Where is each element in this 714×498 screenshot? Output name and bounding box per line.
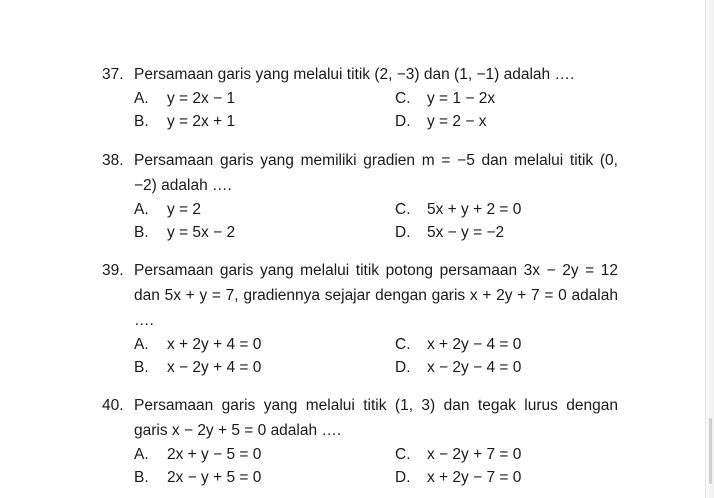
option-letter-b: B. bbox=[134, 113, 149, 130]
question-line bbox=[102, 308, 622, 333]
option-letter-d: D. bbox=[395, 359, 411, 376]
option-a: y = 2x − 1 bbox=[167, 90, 236, 107]
option-d: x + 2y − 7 = 0 bbox=[427, 469, 522, 486]
option-row bbox=[102, 466, 622, 489]
option-row bbox=[102, 356, 622, 379]
option-letter-c: C. bbox=[395, 90, 411, 107]
question-line bbox=[102, 148, 622, 173]
option-a: y = 2 bbox=[167, 201, 202, 218]
option-b: 2x − y + 5 = 0 bbox=[167, 469, 262, 486]
option-d: y = 2 − x bbox=[427, 113, 487, 130]
option-letter-d: D. bbox=[395, 113, 411, 130]
question-text: dan 5x + y = 7, gradiennya sejajar dengan garis x + 2y + 7 = 0 adalah bbox=[134, 287, 618, 304]
option-letter-c: C. bbox=[395, 201, 411, 218]
option-letter-d: D. bbox=[395, 224, 411, 241]
question-line bbox=[102, 393, 622, 418]
question-line bbox=[102, 418, 622, 443]
question-37 bbox=[102, 62, 622, 133]
question-40 bbox=[102, 393, 622, 489]
question-line bbox=[102, 258, 622, 283]
question-line bbox=[102, 62, 622, 87]
question-line bbox=[102, 173, 622, 198]
option-d: x − 2y − 4 = 0 bbox=[427, 359, 522, 376]
question-number: 39. bbox=[102, 262, 124, 279]
option-row bbox=[102, 198, 622, 221]
question-text: …. bbox=[134, 312, 154, 329]
option-letter-b: B. bbox=[134, 359, 149, 376]
option-c: x + 2y − 4 = 0 bbox=[427, 336, 522, 353]
question-text: Persamaan garis yang memiliki gradien m = −5 dan melalui titik (0, bbox=[134, 152, 618, 169]
question-text: Persamaan garis yang melalui titik potong persamaan 3x − 2y = 12 bbox=[134, 262, 618, 279]
option-a: x + 2y + 4 = 0 bbox=[167, 336, 262, 353]
option-letter-a: A. bbox=[134, 90, 149, 107]
question-number: 37. bbox=[102, 66, 124, 83]
option-letter-a: A. bbox=[134, 201, 149, 218]
option-letter-c: C. bbox=[395, 446, 411, 463]
option-letter-a: A. bbox=[134, 446, 149, 463]
question-39 bbox=[102, 258, 622, 379]
question-text: −2) adalah …. bbox=[134, 177, 232, 194]
question-text: Persamaan garis yang melalui titik (2, −3) dan (1, −1) adalah …. bbox=[134, 66, 575, 83]
option-c: y = 1 − 2x bbox=[427, 90, 496, 107]
option-letter-a: A. bbox=[134, 336, 149, 353]
question-text: garis x − 2y + 5 = 0 adalah …. bbox=[134, 422, 342, 439]
question-line bbox=[102, 283, 622, 308]
question-number: 38. bbox=[102, 152, 124, 169]
option-d: 5x − y = −2 bbox=[427, 224, 505, 241]
option-row bbox=[102, 221, 622, 244]
question-text: Persamaan garis yang melalui titik (1, 3) dan tegak lurus dengan bbox=[134, 397, 618, 414]
option-row bbox=[102, 87, 622, 110]
option-b: y = 5x − 2 bbox=[167, 224, 236, 241]
option-row bbox=[102, 443, 622, 466]
question-38 bbox=[102, 148, 622, 244]
option-c: 5x + y + 2 = 0 bbox=[427, 201, 522, 218]
option-row bbox=[102, 333, 622, 356]
option-c: x − 2y + 7 = 0 bbox=[427, 446, 522, 463]
option-letter-c: C. bbox=[395, 336, 411, 353]
option-row bbox=[102, 110, 622, 133]
option-b: y = 2x + 1 bbox=[167, 113, 236, 130]
option-letter-b: B. bbox=[134, 469, 149, 486]
option-letter-b: B. bbox=[134, 224, 149, 241]
scrollbar-track[interactable] bbox=[705, 0, 714, 498]
option-letter-d: D. bbox=[395, 469, 411, 486]
option-b: x − 2y + 4 = 0 bbox=[167, 359, 262, 376]
option-a: 2x + y − 5 = 0 bbox=[167, 446, 262, 463]
scrollbar-thumb[interactable] bbox=[709, 418, 712, 484]
question-number: 40. bbox=[102, 397, 124, 414]
